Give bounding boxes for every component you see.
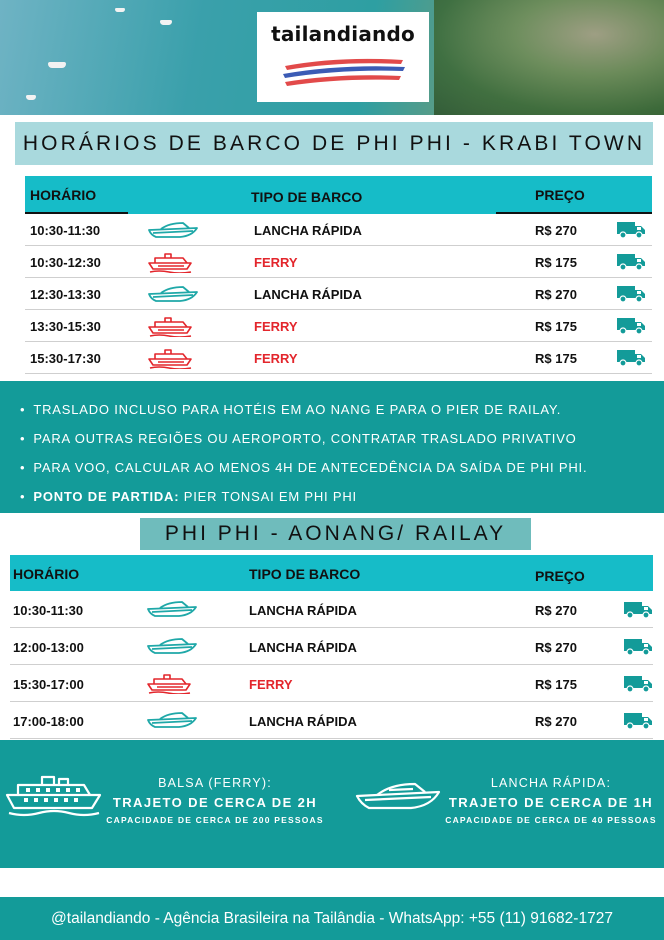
departure-value: PIER TONSAI EM PHI PHI	[183, 489, 357, 504]
legend-ferry-title: BALSA (FERRY):	[158, 776, 272, 790]
ferry-icon	[147, 349, 193, 374]
legend-speedboat-capacity: CAPACIDADE DE CERCA DE 40 PESSOAS	[445, 815, 657, 825]
speedboat-icon	[147, 285, 199, 308]
header-time: HORÁRIO	[30, 187, 97, 203]
section2-title-text: PHI PHI - AONANG/ RAILAY	[164, 522, 507, 545]
section2-title	[140, 518, 531, 550]
info-item: • PARA VOO, CALCULAR AO MENOS 4H DE ANTECEDÊNCIA DA SAÍDA DE PHI PHI.	[20, 458, 587, 477]
row-price: R$ 270	[535, 223, 577, 238]
table-row	[25, 214, 652, 246]
row-time: 12:00-13:00	[13, 640, 84, 655]
row-boat-type: FERRY	[254, 255, 298, 270]
legend-speedboat-duration: TRAJETO DE CERCA DE 1H	[448, 795, 654, 810]
row-price: R$ 175	[535, 351, 577, 366]
table-header	[25, 176, 652, 214]
row-boat-type: LANCHA RÁPIDA	[254, 223, 362, 238]
ferry-icon	[147, 317, 193, 342]
info-list	[20, 400, 587, 516]
speedboat-icon	[146, 600, 198, 623]
ferry-icon	[147, 253, 193, 278]
row-price: R$ 270	[535, 603, 577, 618]
section1-title-text: HORÁRIOS DE BARCO DE PHI PHI - KRABI TOWN	[22, 131, 646, 155]
van-icon	[616, 348, 646, 373]
row-price: R$ 175	[535, 319, 577, 334]
row-time: 10:30-11:30	[13, 603, 84, 618]
van-icon	[623, 711, 653, 736]
row-time: 15:30-17:00	[13, 677, 84, 692]
row-time: 17:00-18:00	[13, 714, 84, 729]
boat-decoration	[26, 95, 36, 100]
info-item: • PARA OUTRAS REGIÕES OU AEROPORTO, CONTRATAR TRASLADO PRIVATIVO	[20, 429, 587, 448]
footer	[0, 897, 664, 940]
table-row	[10, 628, 653, 665]
info-item: • TRASLADO INCLUSO PARA HOTÉIS EM AO NANG E PARA O PIER DE RAILAY.	[20, 400, 587, 419]
schedule-table-aonang	[10, 555, 653, 739]
legend-speedboat	[438, 776, 664, 825]
row-price: R$ 270	[535, 640, 577, 655]
legend-ferry-capacity: CAPACIDADE DE CERCA DE 200 PESSOAS	[106, 815, 324, 825]
table-row	[25, 342, 652, 374]
row-boat-type: LANCHA RÁPIDA	[254, 287, 362, 302]
schedule-table-krabi	[25, 176, 652, 374]
table-header	[10, 555, 653, 591]
boat-decoration	[48, 62, 66, 68]
row-boat-type: FERRY	[254, 351, 298, 366]
logo-text: tailandiando	[271, 22, 415, 46]
footer-text: @tailandiando - Agência Brasileira na Tailândia - WhatsApp: +55 (11) 91682-1727	[51, 909, 613, 927]
section1-title	[15, 122, 653, 165]
legend-ferry-duration: TRAJETO DE CERCA DE 2H	[112, 795, 318, 810]
row-boat-type: LANCHA RÁPIDA	[249, 714, 357, 729]
row-time: 13:30-15:30	[30, 319, 101, 334]
row-time: 10:30-12:30	[30, 255, 101, 270]
table-row	[10, 702, 653, 739]
boat-decoration	[115, 8, 125, 12]
speedboat-icon	[146, 711, 198, 734]
row-price: R$ 270	[535, 287, 577, 302]
row-time: 12:30-13:30	[30, 287, 101, 302]
header-type: TIPO DE BARCO	[249, 566, 361, 582]
row-time: 15:30-17:30	[30, 351, 101, 366]
van-icon	[616, 284, 646, 309]
boat-decoration	[160, 20, 172, 25]
row-price: R$ 175	[535, 677, 577, 692]
row-time: 10:30-11:30	[30, 223, 101, 238]
van-icon	[623, 674, 653, 699]
van-icon	[616, 316, 646, 341]
table-row	[25, 278, 652, 310]
row-boat-type: FERRY	[249, 677, 293, 692]
header-time: HORÁRIO	[13, 566, 80, 582]
table-row	[25, 310, 652, 342]
table-row	[10, 591, 653, 628]
island-rock-decoration	[434, 0, 664, 115]
info-band	[0, 381, 664, 513]
speedboat-icon	[147, 221, 199, 244]
legend-band	[0, 740, 664, 868]
van-icon	[616, 220, 646, 245]
row-boat-type: LANCHA RÁPIDA	[249, 603, 357, 618]
header-price: PREÇO	[535, 187, 585, 203]
hero-banner	[0, 0, 664, 115]
table-row	[10, 665, 653, 702]
header-price: PREÇO	[535, 568, 585, 584]
header-type: TIPO DE BARCO	[251, 189, 363, 205]
departure-label: PONTO DE PARTIDA:	[33, 489, 180, 504]
ferry-icon	[146, 674, 192, 699]
logo-stripes-icon	[279, 54, 409, 94]
info-item-departure	[20, 487, 587, 506]
legend-ferry	[100, 776, 330, 825]
legend-speedboat-title: LANCHA RÁPIDA:	[490, 776, 612, 790]
row-price: R$ 270	[535, 714, 577, 729]
row-price: R$ 175	[535, 255, 577, 270]
speedboat-icon	[355, 780, 441, 812]
table-row	[25, 246, 652, 278]
speedboat-icon	[146, 637, 198, 660]
logo	[257, 12, 429, 102]
van-icon	[623, 600, 653, 625]
van-icon	[623, 637, 653, 662]
row-boat-type: LANCHA RÁPIDA	[249, 640, 357, 655]
ferry-icon	[4, 773, 104, 819]
row-boat-type: FERRY	[254, 319, 298, 334]
van-icon	[616, 252, 646, 277]
